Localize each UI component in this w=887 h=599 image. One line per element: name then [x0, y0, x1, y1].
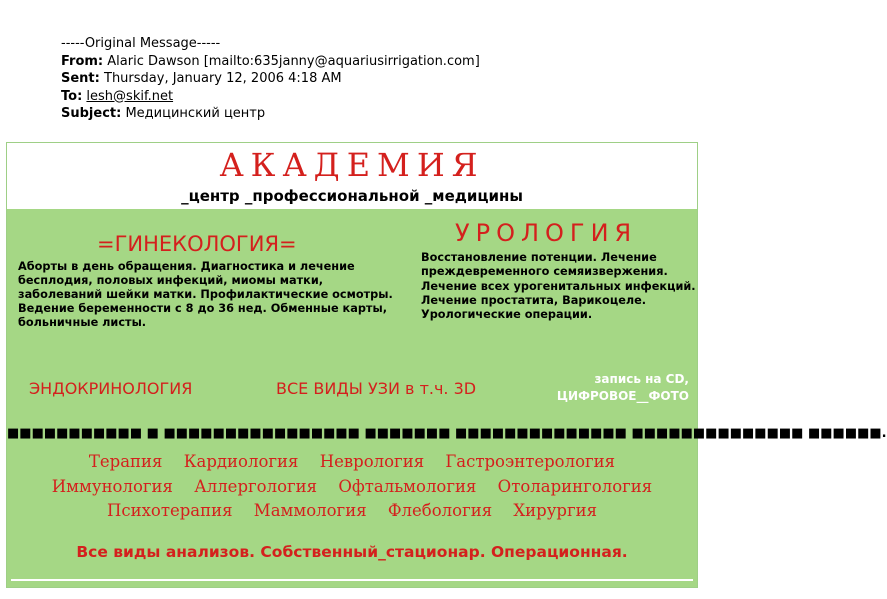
banner-title: АКАДЕМИЯ — [219, 146, 485, 184]
subject-line — [61, 105, 480, 123]
sent-line — [61, 70, 480, 88]
subject-value: Медицинский центр — [125, 106, 266, 121]
garbled-text-line: ■■■■■■■■■■■ ■ ■■■■■■■■■■■■■■■■ ■■■■■■■ ■■■■■■■■■■■■■■ ■■■■■■■■■■■■■■ ■■■■■■. — [7, 426, 887, 441]
banner-subtitle: _центр _профессиональной _медицины — [181, 187, 523, 205]
from-label: From: — [61, 53, 104, 69]
specialties-row-3 — [7, 501, 697, 520]
gynecology-text: Аборты в день обращения. Диагностика и лечение бесплодия, половых инфекций, миомы матки, заболеваний шейки матки. Профилактические осмотры. Ведение беременности с 8 до 36 нед. Обменные карты, больничные листы. — [18, 260, 393, 329]
to-label: To: — [61, 88, 83, 104]
email-header — [61, 35, 480, 123]
specialty-item: Хирургия — [513, 501, 598, 520]
specialty-item: Маммология — [253, 501, 367, 520]
to-email-link[interactable]: lesh@skif.net — [86, 88, 174, 104]
subject-label: Subject: — [61, 106, 122, 121]
specialty-item: Психотерапия — [106, 501, 233, 520]
cd-line-1: запись на CD, — [594, 372, 689, 386]
ultrasound-label: ВСЕ ВИДЫ УЗИ в т.ч. 3D — [276, 379, 477, 398]
specialty-item: Офтальмология — [338, 477, 477, 496]
original-message-marker: -----Original Message----- — [61, 36, 221, 51]
to-line — [61, 88, 480, 106]
sent-value: Thursday, January 12, 2006 4:18 AM — [104, 71, 342, 86]
urology-text: Восстановление потенции. Лечение преждевременного семяизвержения. Лечение всех урогенитальных инфекций. Лечение простатита, Варикоцеле. Урологические операции. — [421, 251, 696, 322]
urology-title: УРОЛОГИЯ — [455, 219, 638, 247]
specialties-row-1 — [7, 452, 697, 471]
from-line — [61, 53, 480, 71]
specialty-item: Гастроэнтерология — [445, 452, 616, 471]
specialty-item: Аллергология — [194, 477, 318, 496]
specialty-item: Терапия — [88, 452, 163, 471]
endocrinology-label: ЭНДОКРИНОЛОГИЯ — [29, 379, 193, 398]
cd-photo-note — [557, 371, 689, 405]
specialty-item: Отоларингология — [497, 477, 653, 496]
advertisement-banner — [6, 142, 887, 588]
specialty-item: Флебология — [387, 501, 493, 520]
specialty-item: Иммунология — [51, 477, 173, 496]
specialty-item: Кардиология — [183, 452, 299, 471]
gynecology-title: =ГИНЕКОЛОГИЯ= — [97, 232, 297, 256]
analyses-line: Все виды анализов. Собственный_стационар. Операционная. — [76, 543, 628, 561]
specialty-item: Неврология — [319, 452, 425, 471]
cd-line-2: ЦИФРОВОЕ__ФОТО — [556, 389, 689, 403]
specialties-row-2 — [7, 477, 697, 496]
from-value: Alaric Dawson [mailto:635janny@aquariusirrigation.com] — [107, 53, 480, 69]
sent-label: Sent: — [61, 71, 100, 86]
bottom-divider — [11, 579, 693, 581]
